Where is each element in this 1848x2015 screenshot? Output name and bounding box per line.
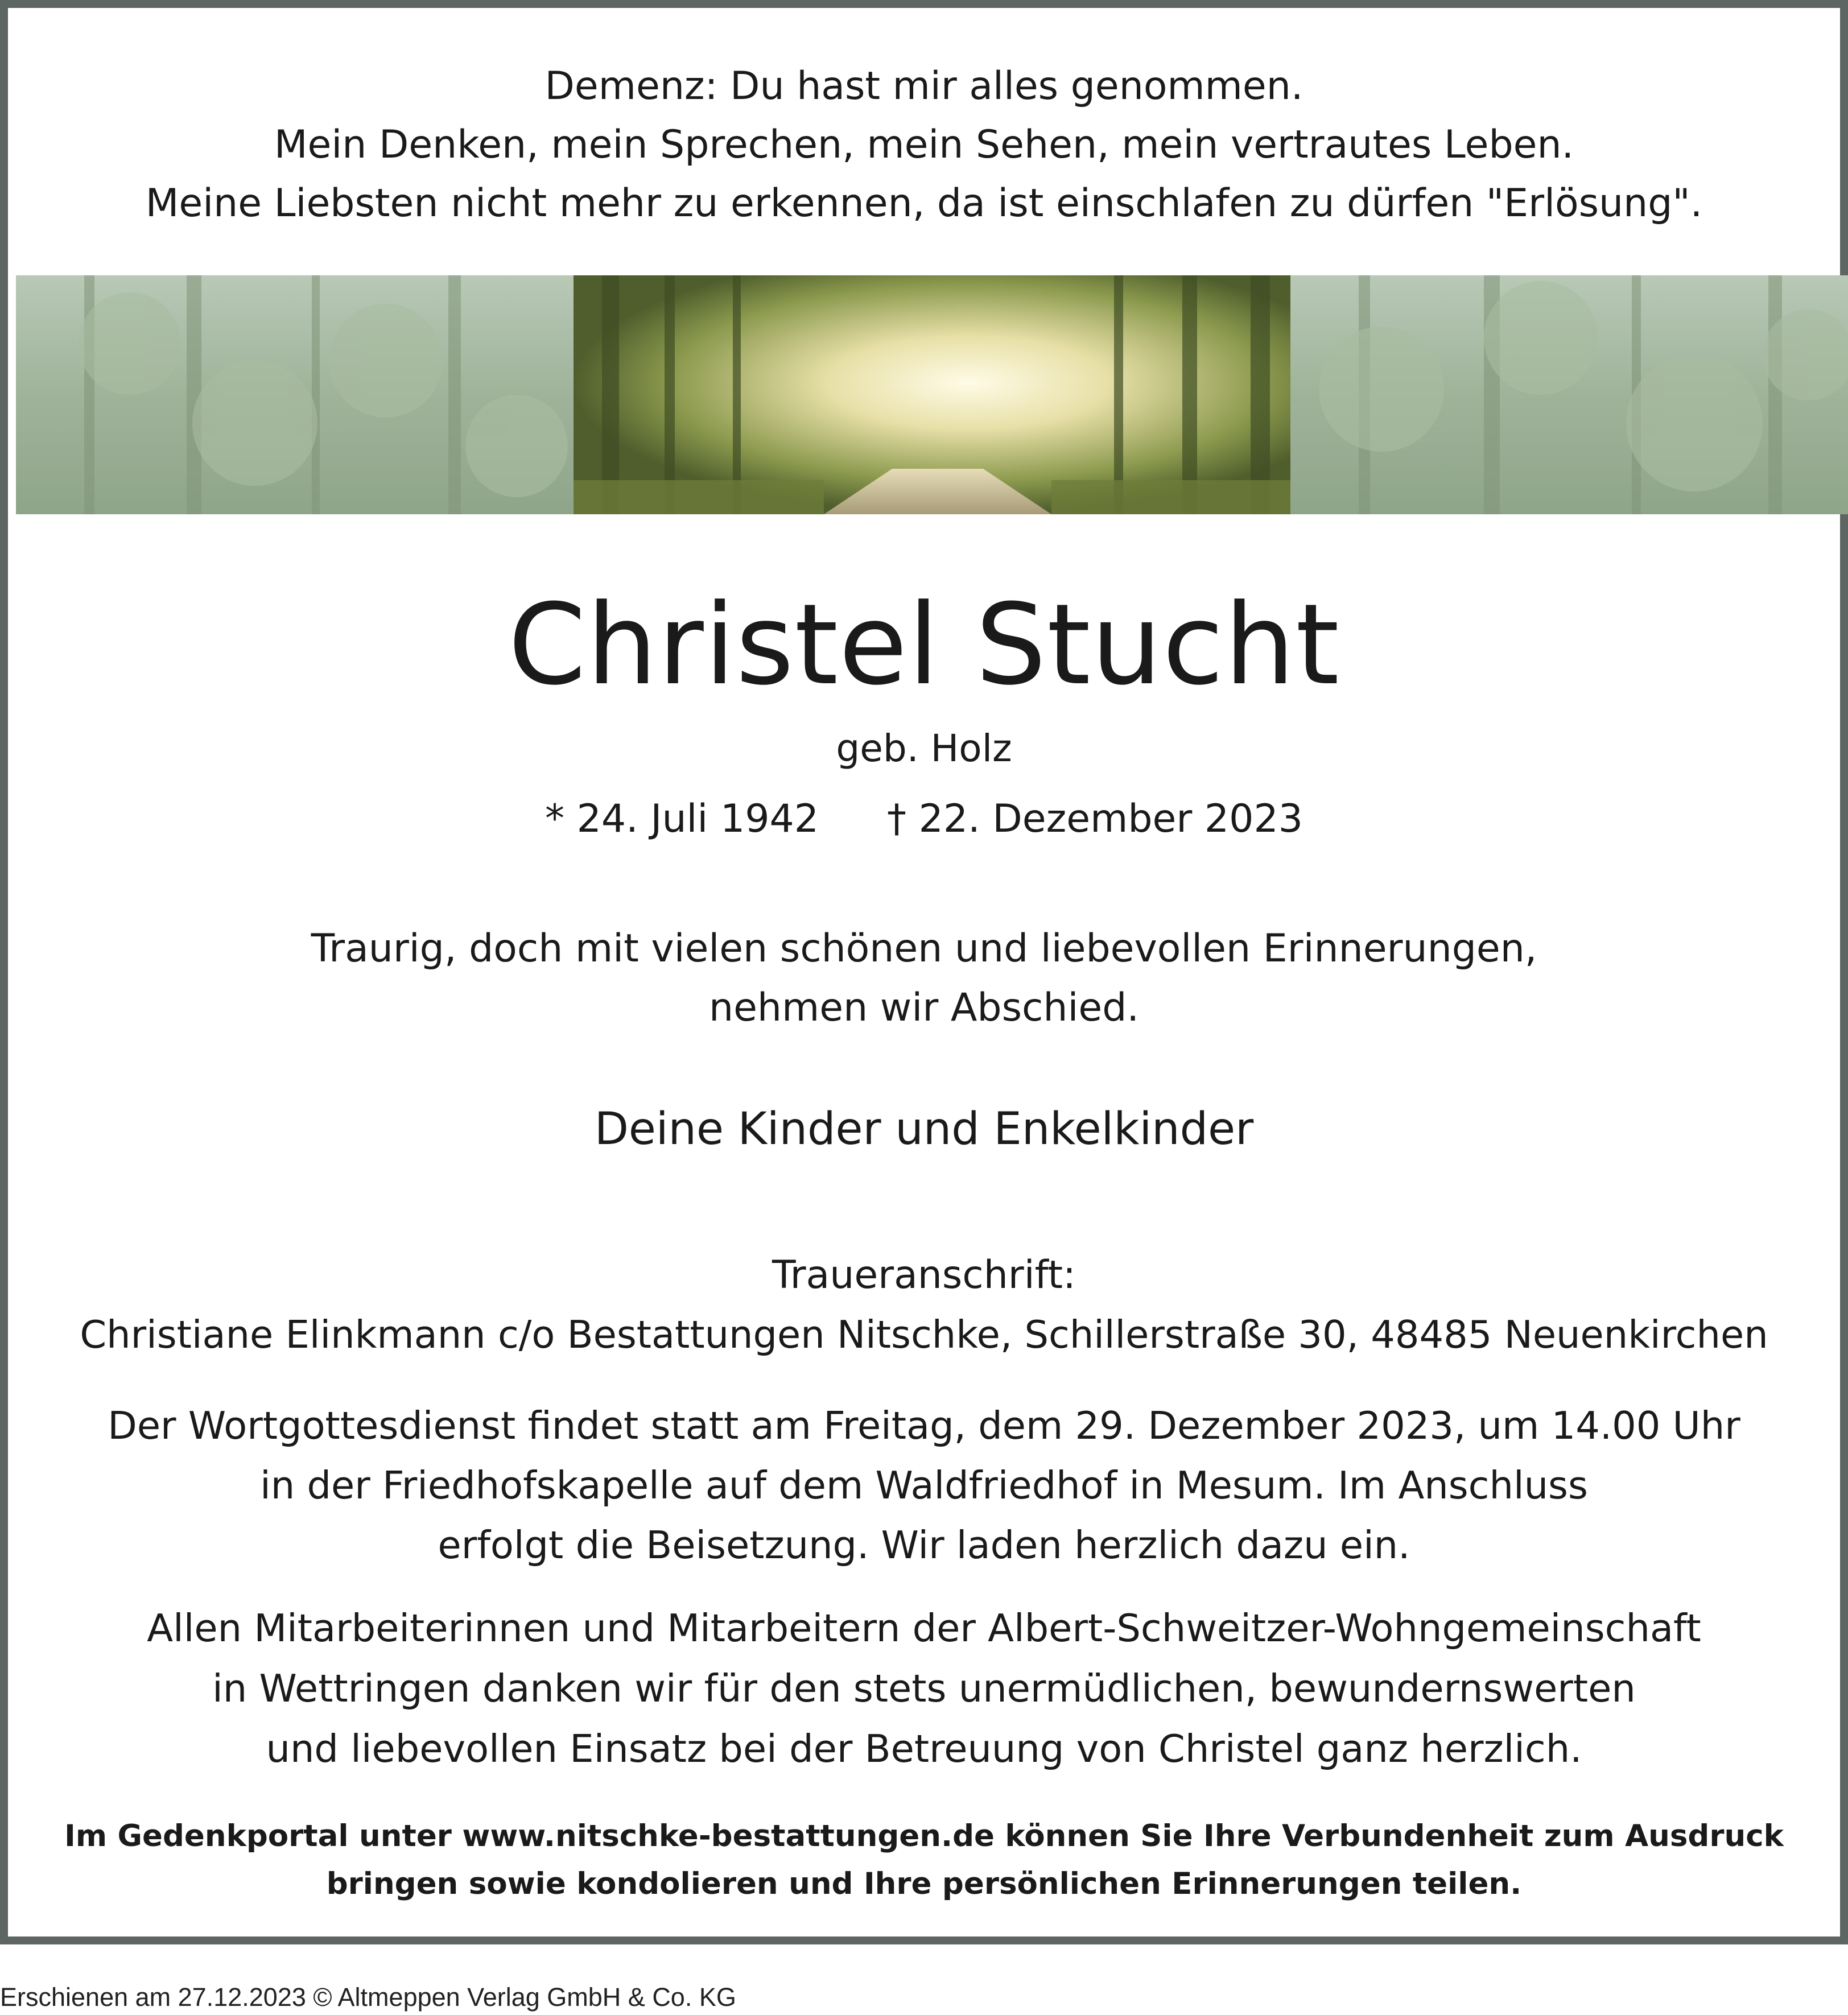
service-line: Der Wortgottesdienst findet statt am Freitag, dem 29. Dezember 2023, um 14.00 Uhr [108, 1403, 1740, 1448]
motto-line: Meine Liebsten nicht mehr zu erkennen, da ist einschlafen zu dürfen "Erlösung". [145, 181, 1703, 226]
mourners: Deine Kinder und Enkelkinder [594, 1104, 1254, 1155]
portal-line: Im Gedenkportal unter www.nitschke-bestattungen.de können Sie Ihre Verbundenheit zum Ausdruck [64, 1819, 1784, 1853]
thanks-text [8, 1598, 1840, 1779]
birth-date: * 24. Juli 1942 [545, 796, 819, 841]
publication-footer: Erschienen am 27.12.2023 © Altmeppen Verlag GmbH & Co. KG [0, 1983, 736, 2012]
motto-line: Mein Denken, mein Sprechen, mein Sehen, mein vertrautes Leben. [274, 122, 1574, 167]
thanks-line: und liebevollen Einsatz bei der Betreuung von Christel ganz herzlich. [266, 1727, 1582, 1771]
service-details [8, 1396, 1840, 1575]
motto-line: Demenz: Du hast mir alles genommen. [544, 64, 1304, 109]
farewell-text [8, 919, 1840, 1038]
deceased-name: Christel Stucht [508, 580, 1340, 710]
thanks-line: in Wettringen danken wir für den stets unermüdlichen, bewundernswerten [212, 1666, 1636, 1711]
service-line: erfolgt die Beisetzung. Wir laden herzlich dazu ein. [438, 1523, 1410, 1567]
death-date: † 22. Dezember 2023 [887, 796, 1303, 841]
farewell-line: nehmen wir Abschied. [708, 985, 1139, 1030]
service-line: in der Friedhofskapelle auf dem Waldfriedhof in Mesum. Im Anschluss [260, 1463, 1588, 1508]
mourning-address: Christiane Elinkmann c/o Bestattungen Nitschke, Schillerstraße 30, 48485 Neuenkirchen [80, 1312, 1768, 1357]
motto-quote [8, 57, 1840, 233]
mourning-address-label: Traueranschrift: [772, 1253, 1076, 1298]
portal-line: bringen sowie kondolieren und Ihre persönlichen Erinnerungen teilen. [326, 1867, 1522, 1901]
forest-path-image [16, 275, 1848, 514]
thanks-line: Allen Mitarbeiterinnen und Mitarbeitern der Albert-Schweitzer-Wohngemeinschaft [147, 1606, 1701, 1650]
farewell-line: Traurig, doch mit vielen schönen und liebevollen Erinnerungen, [311, 926, 1537, 971]
maiden-name: geb. Holz [836, 726, 1012, 770]
life-dates [8, 795, 1840, 843]
forest-path-banner [16, 275, 1848, 514]
memorial-portal-note [8, 1812, 1840, 1908]
